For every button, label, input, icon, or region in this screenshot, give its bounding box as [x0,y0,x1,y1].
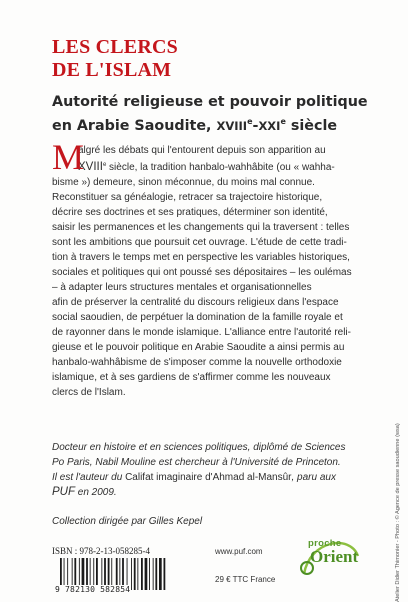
blurb-line: afin de préserver la centralité du discours religieux dans l'espace [52,297,339,308]
publisher-url[interactable]: www.puf.com [215,547,263,556]
blurb-line: islamique, et à ses gardiens de s'affirmer comme les nouveaux [52,372,331,383]
bio-line: Docteur en histoire et en sciences politiques, diplômé de Sciences [52,442,346,453]
title-line-1: LES CLERCS [52,36,178,58]
publisher-name: PUF [52,486,75,498]
century-label: XVIII [78,161,103,173]
photo-credits: Atelier Didier Thimonier - Photo : © Agence de presse saoudienne (wsa) [395,423,401,602]
logo-word-proche: proche [308,538,342,549]
subtitle-end: siècle [285,118,338,134]
century-sup: e [102,162,107,168]
price-amount: 29 € [215,575,231,584]
barcode-number: 9 782130 582854 [55,585,131,594]
blurb-line: bisme ») demeure, sinon méconnue, du moins mal connue. [52,177,315,188]
title-line-2: DE L'ISLAM [52,59,172,81]
blurb-line: hanbalo-wahhâbisme de s'imposer comme la nouvelle orthodoxie [52,357,342,368]
logo-word-orient: Orient [310,547,359,566]
bio-line [52,485,358,500]
subtitle-dash: - [252,118,259,134]
drop-cap: M [52,137,85,177]
bio-text: en 2009. [75,487,117,498]
subtitle-sup-2: e [280,117,286,126]
proche-orient-logo [300,534,362,580]
subtitle-line-1: Autorité religieuse et pouvoir politique [52,94,368,110]
blurb-text [52,137,358,400]
blurb-line: de rayonner dans le monde islamique. L'alliance entre l'autorité reli- [52,327,351,338]
book-title [52,36,178,82]
author-bio [52,440,358,500]
subtitle-century-start: XVIII [216,119,248,133]
blurb-line: – à adapter leurs structures mentales et organisationnelles [52,282,312,293]
blurb-line: gieuse et le pouvoir politique en Arabie Saoudite a ainsi permis au [52,342,345,353]
price [215,575,275,584]
blurb-line: Reconstituer sa généalogie, retracer sa trajectoire historique, [52,192,323,203]
bio-line: Po Paris, Nabil Mouline est chercheur à l'Université de Princeton. [52,457,341,468]
bio-line [52,470,358,485]
bio-text: Il est l'auteur du [52,472,126,483]
blurb-line: saisir les permanences et les changements qui la traversent : telles [52,222,350,233]
blurb-line: social saoudien, de perpétuer la domination de la famille royale et [52,312,343,323]
blurb-line: sociales et politiques qui ont poussé ses dépositaires – les oulémas [52,267,352,278]
book-reference: Califat imaginaire d'Ahmad al-Mansûr [125,472,292,483]
blurb-line-tail: siècle, la tradition hanbalo-wahhâbite (ou « wahha- [106,162,335,173]
blurb-line [52,158,358,175]
blurb-line: clercs de l'Islam. [52,387,126,398]
subtitle-region: en Arabie Saoudite, [52,118,217,134]
blurb-line: décrire ses doctrines et ses pratiques, déterminer son identité, [52,207,328,218]
blurb-line: algré les débats qui l'entourent depuis son apparition au [78,145,326,156]
blurb-line: sont les ambitions que poursuit cet ouvrage. L'étude de cette tradi- [52,237,347,248]
blurb-line: tion à travers le temps met en perspective les variables historiques, [52,252,350,263]
subtitle-sup-1: e [247,117,253,126]
bio-text: , paru aux [291,472,336,483]
subtitle-line-2 [52,112,372,136]
isbn: ISBN : 978-2-13-058285-4 [52,546,150,556]
price-tax: TTC France [232,575,276,584]
subtitle-century-end: XXI [258,119,281,133]
collection-note: Collection dirigée par Gilles Kepel [52,516,203,527]
book-subtitle [52,93,372,136]
